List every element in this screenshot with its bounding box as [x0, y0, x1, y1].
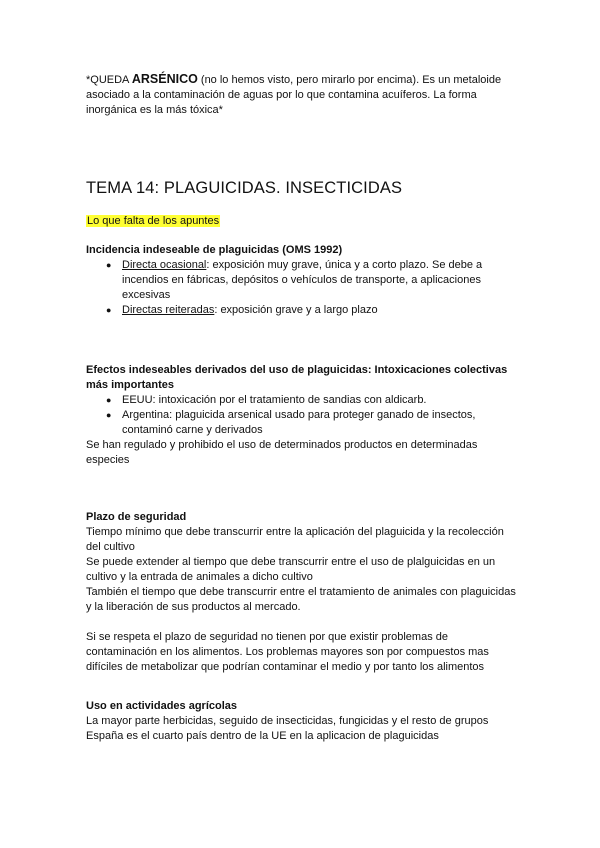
list-item: ● Argentina: plaguicida arsenical usado para proteger ganado de insectos, contaminó carne y derivados — [122, 408, 516, 438]
note-keyword: ARSÉNICO — [131, 72, 198, 86]
item-text: : exposición muy grave, única y a corto plazo. Se debe a incendios en fábricas, depósitos o vehículos de transporte, a aplicaciones excesivas — [122, 259, 483, 301]
plazo-section — [86, 510, 516, 675]
section-heading: Uso en actividades agrícolas — [86, 700, 238, 712]
section-heading: Incidencia indeseable de plaguicidas (OMS 1992) — [86, 244, 343, 256]
uso-section — [86, 699, 516, 744]
plazo-paragraph: Si se respeta el plazo de seguridad no tienen por que existir problemas de contaminación en los alimentos. Los problemas mayores son por compuestos mas difíciles de metabolizar que podrían contaminar el medio y por tanto los alimentos — [86, 631, 489, 673]
efectos-closing: Se han regulado y prohibido el uso de determinados productos en determinadas especies — [86, 439, 478, 466]
incidencia-section — [86, 243, 516, 318]
arsenic-note — [86, 72, 516, 118]
item-term: Directas reiteradas — [122, 304, 215, 316]
plazo-line: También el tiempo que debe transcurrir entre el tratamiento de animales con plaguicidas y la liberación de sus productos al mercado. — [86, 586, 516, 613]
section-heading: Efectos indeseables derivados del uso de plaguicidas: Intoxicaciones colectivas más importantes — [86, 364, 508, 391]
list-item — [122, 258, 516, 303]
highlighted-text: Lo que falta de los apuntes — [87, 215, 220, 227]
uso-line: La mayor parte herbicidas, seguido de insecticidas, fungicidas y el resto de grupos — [86, 715, 489, 727]
list-item — [122, 303, 516, 318]
page-title: TEMA 14: PLAGUICIDAS. INSECTICIDAS — [86, 179, 403, 197]
plazo-line: Se puede extender al tiempo que debe transcurrir entre el uso de plalguicidas en un cultivo y la entrada de animales a dicho cultivo — [86, 556, 496, 583]
plazo-line: Tiempo mínimo que debe transcurrir entre la aplicación del plaguicida y la recolección del cultivo — [86, 526, 504, 553]
note-prefix: *QUEDA — [86, 74, 132, 86]
efectos-list — [86, 393, 516, 438]
note-text: (no lo hemos visto, pero mirarlo por encima). Es un metaloide asociado a la contaminación de aguas por lo que contamina acuíferos. La forma inorgánica es la más tóxica* — [86, 74, 502, 116]
incidencia-list — [86, 258, 516, 318]
item-term: Directa ocasional — [122, 259, 207, 271]
efectos-section — [86, 363, 516, 468]
list-item: ● EEUU: intoxicación por el tratamiento de sandias con aldicarb. — [122, 393, 516, 408]
item-text: : exposición grave y a largo plazo — [214, 304, 378, 316]
uso-line: España es el cuarto país dentro de la UE en la aplicacion de plaguicidas — [86, 730, 439, 742]
missing-notes-label — [86, 214, 516, 229]
section-heading: Plazo de seguridad — [86, 511, 187, 523]
